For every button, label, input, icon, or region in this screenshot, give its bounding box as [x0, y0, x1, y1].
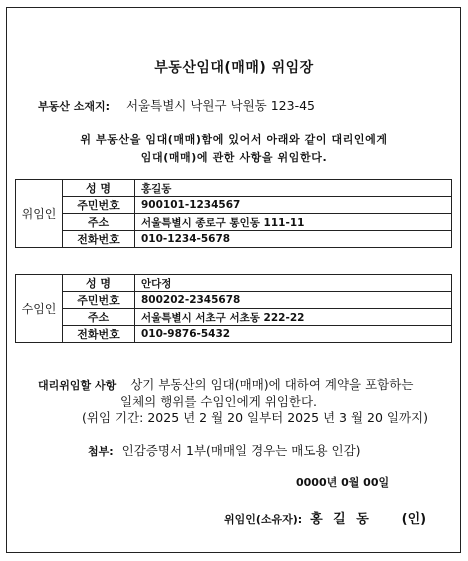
delegation-scope-line-1: 상기 부동산의 임대(매매)에 대하여 계약을 포함하는	[130, 377, 414, 392]
delegate-id-value: 800202-2345678	[135, 292, 452, 309]
document-title: 부동산임대(매매) 위임장	[154, 60, 314, 76]
delegate-phone-label: 전화번호	[63, 326, 135, 343]
table-row	[16, 197, 452, 214]
delegation-scope-row	[38, 375, 413, 393]
delegator-name-label: 성 명	[63, 180, 135, 197]
delegator-address-value: 서울특별시 종로구 통인동 111-11	[135, 214, 452, 231]
delegator-id-label: 주민번호	[63, 197, 135, 214]
delegator-phone-label: 전화번호	[63, 231, 135, 248]
document-date: 0000년 0월 00일	[296, 476, 390, 489]
intro-line-2: 임대(매매)에 관한 사항을 위임한다.	[140, 151, 328, 164]
delegation-scope-line-2: 일체의 행위를 수임인에게 위임한다.	[120, 394, 318, 409]
delegate-table	[15, 274, 452, 343]
delegator-address-label: 주소	[63, 214, 135, 231]
delegate-role-label: 수임인	[16, 275, 63, 343]
table-row	[16, 180, 452, 197]
attachment-row	[88, 441, 361, 459]
delegate-address-value: 서울특별시 서초구 서초동 222-22	[135, 309, 452, 326]
table-row	[16, 326, 452, 343]
table-row	[16, 309, 452, 326]
signature-name: 홍 길 동	[310, 512, 372, 527]
signature-row	[224, 508, 426, 527]
table-row	[16, 292, 452, 309]
intro-line-1: 위 부동산을 임대(매매)함에 있어서 아래와 같이 대리인에게	[80, 133, 388, 146]
delegator-id-value: 900101-1234567	[135, 197, 452, 214]
table-row	[16, 275, 452, 292]
seal-mark: (인)	[401, 512, 427, 527]
delegator-phone-value: 010-1234-5678	[135, 231, 452, 248]
table-row	[16, 231, 452, 248]
table-row	[16, 214, 452, 231]
property-address-value: 서울특별시 낙원구 낙원동 123-45	[125, 98, 315, 113]
delegation-scope-label: 대리위임할 사항	[38, 379, 117, 392]
property-address-row	[38, 96, 315, 114]
delegator-name-value: 홍길동	[135, 180, 452, 197]
delegation-period: (위임 기간: 2025 년 2 월 20 일부터 2025 년 3 월 20 일까지)	[82, 410, 429, 425]
signature-label: 위임인(소유자):	[224, 513, 303, 526]
delegate-name-value: 안다정	[135, 275, 452, 292]
delegate-phone-value: 010-9876-5432	[135, 326, 452, 343]
delegate-id-label: 주민번호	[63, 292, 135, 309]
delegator-table	[15, 179, 452, 248]
attachment-label: 첨부:	[88, 445, 114, 458]
delegate-name-label: 성 명	[63, 275, 135, 292]
attachment-text: 인감증명서 1부(매매일 경우는 매도용 인감)	[121, 443, 361, 458]
delegator-role-label: 위임인	[16, 180, 63, 248]
property-address-label: 부동산 소재지:	[38, 100, 110, 113]
delegate-address-label: 주소	[63, 309, 135, 326]
